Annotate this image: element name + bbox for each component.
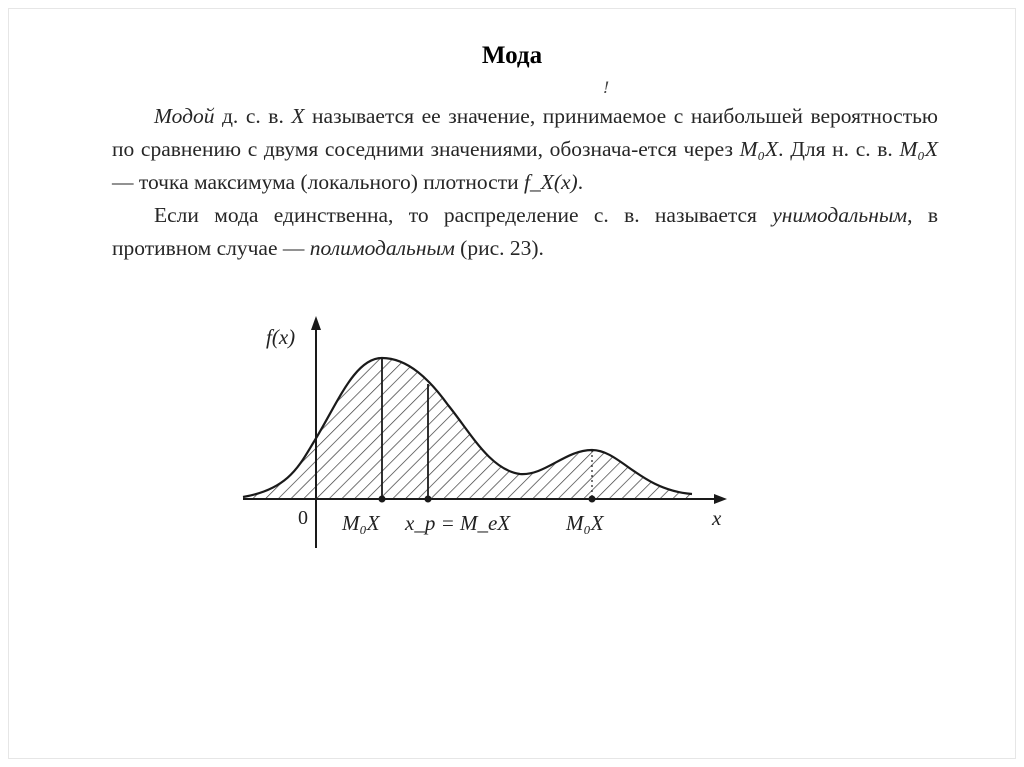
text-span: . Для н. с. в.	[778, 137, 900, 161]
text-span: (рис. 23).	[454, 236, 544, 260]
term-unimodal: унимодальным	[772, 203, 908, 227]
mode-label-2: M₀X	[566, 511, 604, 535]
text-span: , в противном случае —	[112, 203, 938, 260]
mode-point-1	[379, 496, 386, 503]
y-axis-arrow	[311, 316, 321, 330]
scan-mark: !	[603, 78, 610, 97]
y-axis-label: f(x)	[266, 325, 296, 349]
term-polymodal: полимодальным	[309, 236, 455, 260]
median-point	[425, 496, 432, 503]
symbol-m0x: M₀X	[899, 137, 939, 161]
origin-label: 0	[298, 507, 308, 529]
slide-title: Мода	[481, 42, 543, 69]
text-span: — точка максимума (локального) плотности	[112, 170, 524, 194]
text-span: д. с. в.	[214, 104, 292, 128]
text-span: Если мода единственна, то распределение с. в. называется	[154, 203, 773, 227]
mode-label-1: M₀X	[342, 511, 380, 535]
median-label: x_p = M_eX	[405, 511, 511, 535]
var-x: X	[291, 104, 305, 128]
text-span: называется ее значение, принимаемое с наибольшей вероятностью по сравнению с двумя соседними значениями, обознача-ется через	[112, 104, 938, 161]
text-span: .	[577, 170, 584, 194]
symbol-density: f_X(x)	[524, 170, 578, 194]
symbol-m0x: M₀X	[739, 137, 779, 161]
x-axis-label: x	[712, 506, 722, 530]
mode-point-2	[589, 496, 596, 503]
term-mode: Модой	[154, 104, 215, 128]
x-axis-arrow	[714, 494, 727, 504]
